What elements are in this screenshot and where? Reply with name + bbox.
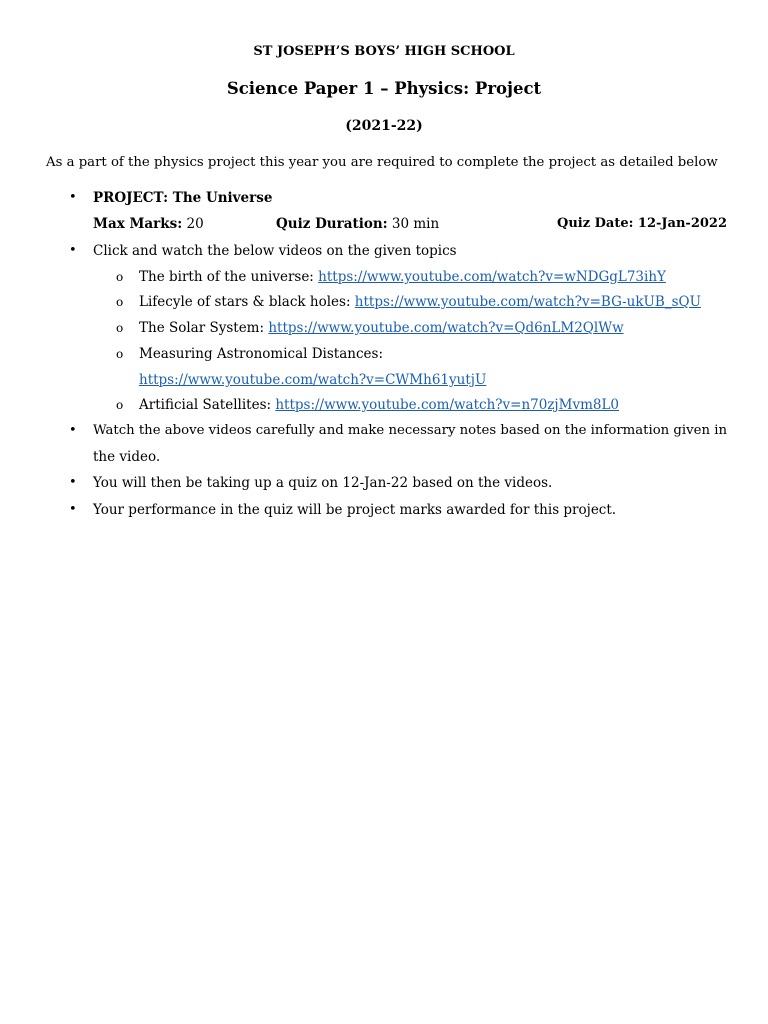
quiz-date-label: Quiz Date: 12-Jan-2022 <box>557 216 728 231</box>
quiz-date <box>557 215 727 233</box>
sub-bullet-marker: o <box>116 398 124 412</box>
video-item <box>139 345 383 363</box>
instruction-text-continued: the video. <box>93 449 161 465</box>
max-marks-value: 20 <box>182 216 204 232</box>
paper-title: Science Paper 1 – Physics: Project <box>226 79 542 98</box>
video-topic: Measuring Astronomical Distances: <box>139 346 383 362</box>
quiz-duration <box>276 215 439 233</box>
bullet-marker: • <box>69 190 77 205</box>
bullet-marker: • <box>69 475 77 490</box>
sub-bullet-marker: o <box>116 295 124 309</box>
intro-text: As a part of the physics project this year you are required to complete the project as detailed below <box>46 155 718 170</box>
instruction-text: Your performance in the quiz will be project marks awarded for this project. <box>93 502 617 518</box>
max-marks <box>93 215 204 233</box>
video-topic: The Solar System: <box>139 320 269 336</box>
video-link[interactable]: https://www.youtube.com/watch?v=BG-ukUB_sQU <box>354 294 701 310</box>
bullet-marker: • <box>69 502 77 517</box>
bullet-marker: • <box>69 423 77 438</box>
school-name: ST JOSEPH’S BOYS’ HIGH SCHOOL <box>253 44 515 59</box>
video-topic: Lifecyle of stars & black holes: <box>139 294 355 310</box>
bullet-marker: • <box>69 243 77 258</box>
video-item <box>139 319 624 337</box>
video-item <box>139 396 619 414</box>
videos-intro: Click and watch the below videos on the given topics <box>93 243 457 259</box>
video-item <box>139 293 701 311</box>
video-topic: Artificial Satellites: <box>139 397 276 413</box>
quiz-duration-value: 30 min <box>387 216 440 232</box>
video-link[interactable]: https://www.youtube.com/watch?v=n70zjMvm8L0 <box>275 397 620 413</box>
max-marks-label: Max Marks: <box>93 216 183 232</box>
video-link[interactable]: https://www.youtube.com/watch?v=wNDGgL73ihY <box>318 269 666 285</box>
instruction-text: You will then be taking up a quiz on 12-Jan-22 based on the videos. <box>93 475 553 491</box>
sub-bullet-marker: o <box>116 270 124 284</box>
instruction-text: Watch the above videos carefully and make necessary notes based on the information given in <box>93 423 727 438</box>
project-label: PROJECT: The Universe <box>93 190 273 206</box>
video-link[interactable]: https://www.youtube.com/watch?v=Qd6nLM2QlWw <box>268 320 624 336</box>
quiz-duration-label: Quiz Duration: <box>276 216 388 232</box>
video-topic: The birth of the universe: <box>139 269 319 285</box>
video-link[interactable]: https://www.youtube.com/watch?v=CWMh61yutjU <box>139 372 487 388</box>
project-line <box>93 189 272 207</box>
video-item-continued <box>139 371 486 389</box>
video-item <box>139 268 666 286</box>
sub-bullet-marker: o <box>116 321 124 335</box>
sub-bullet-marker: o <box>116 347 124 361</box>
academic-year: (2021-22) <box>345 118 423 134</box>
